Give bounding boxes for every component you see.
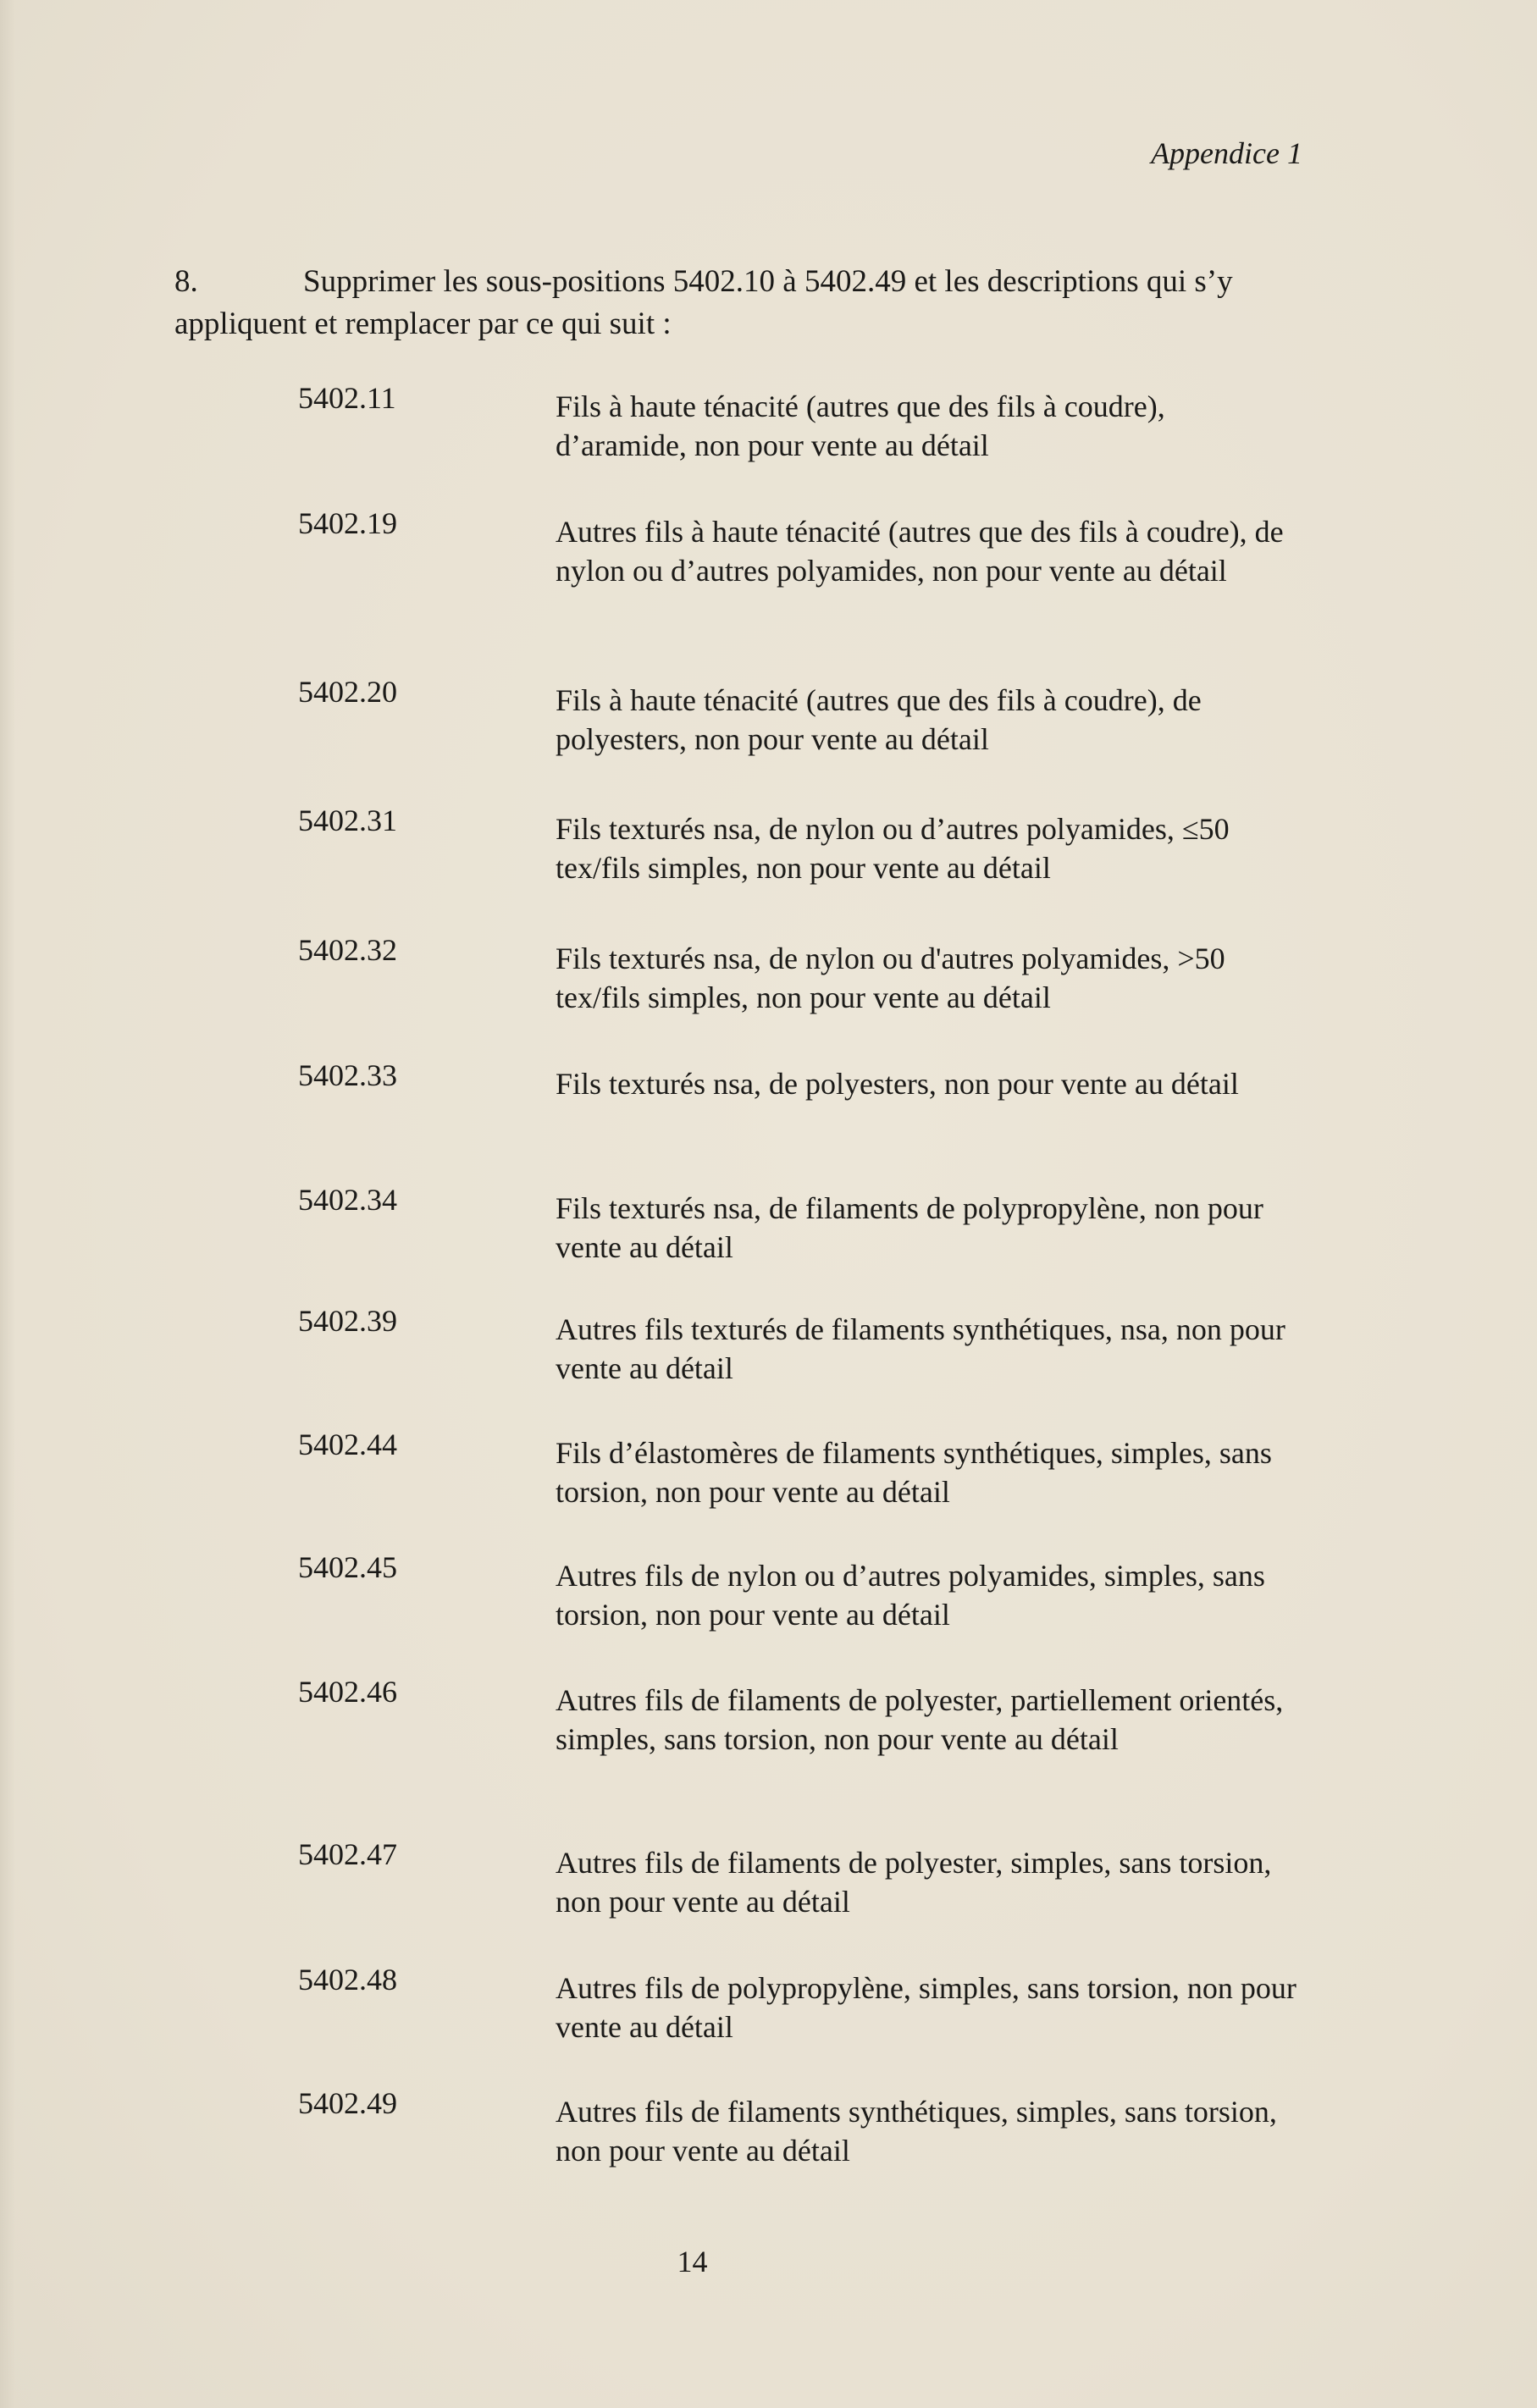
tariff-code: 5402.11 <box>298 381 396 415</box>
tariff-description: Fils à haute ténacité (autres que des fils à coudre), d’aramide, non pour vente au détail <box>556 389 1165 462</box>
tariff-description: Fils texturés nsa, de nylon ou d'autres polyamides, >50 tex/fils simples, non pour vente au détail <box>556 942 1225 1014</box>
tariff-description: Autres fils de filaments de polyester, simples, sans torsion, non pour vente au détail <box>556 1846 1272 1919</box>
tariff-description: Fils texturés nsa, de filaments de polypropylène, non pour vente au détail <box>556 1191 1263 1264</box>
tariff-code: 5402.49 <box>298 2086 397 2120</box>
tariff-description: Autres fils de filaments synthétiques, simples, sans torsion, non pour vente au détail <box>556 2095 1277 2168</box>
tariff-code: 5402.46 <box>298 1675 397 1709</box>
page-edge-shadow <box>0 0 15 2408</box>
tariff-description: Autres fils de nylon ou d’autres polyamides, simples, sans torsion, non pour vente au détail <box>556 1559 1265 1632</box>
tariff-code: 5402.47 <box>298 1837 397 1871</box>
page-number: 14 <box>677 2245 708 2278</box>
tariff-description: Fils à haute ténacité (autres que des fils à coudre), de polyesters, non pour vente au détail <box>556 683 1202 756</box>
tariff-description: Autres fils de polypropylène, simples, sans torsion, non pour vente au détail <box>556 1971 1296 2044</box>
tariff-code: 5402.33 <box>298 1058 397 1092</box>
tariff-description: Fils d’élastomères de filaments synthétiques, simples, sans torsion, non pour vente au détail <box>556 1436 1272 1509</box>
tariff-description: Fils texturés nsa, de polyesters, non pour vente au détail <box>556 1067 1239 1101</box>
instruction-number: 8. <box>174 264 198 299</box>
tariff-code: 5402.45 <box>298 1550 397 1584</box>
tariff-description: Fils texturés nsa, de nylon ou d’autres polyamides, ≤50 tex/fils simples, non pour vente au détail <box>556 812 1230 885</box>
tariff-description: Autres fils à haute ténacité (autres que des fils à coudre), de nylon ou d’autres polyamides, non pour vente au détail <box>556 515 1284 588</box>
tariff-code: 5402.48 <box>298 1963 397 1997</box>
tariff-code: 5402.32 <box>298 933 397 967</box>
tariff-code: 5402.44 <box>298 1428 397 1461</box>
tariff-code: 5402.19 <box>298 506 397 540</box>
tariff-code: 5402.20 <box>298 675 397 709</box>
tariff-description: Autres fils texturés de filaments synthétiques, nsa, non pour vente au détail <box>556 1312 1285 1385</box>
tariff-description: Autres fils de filaments de polyester, partiellement orientés, simples, sans torsion, non pour vente au détail <box>556 1683 1284 1756</box>
tariff-code: 5402.39 <box>298 1304 397 1338</box>
tariff-code: 5402.34 <box>298 1183 397 1217</box>
running-title: Appendice 1 <box>1151 136 1302 170</box>
amendment-instruction <box>174 261 1309 345</box>
tariff-code: 5402.31 <box>298 804 397 837</box>
instruction-text: Supprimer les sous-positions 5402.10 à 5402.49 et les descriptions qui s’y appliquent et remplacer par ce qui suit : <box>174 264 1233 341</box>
